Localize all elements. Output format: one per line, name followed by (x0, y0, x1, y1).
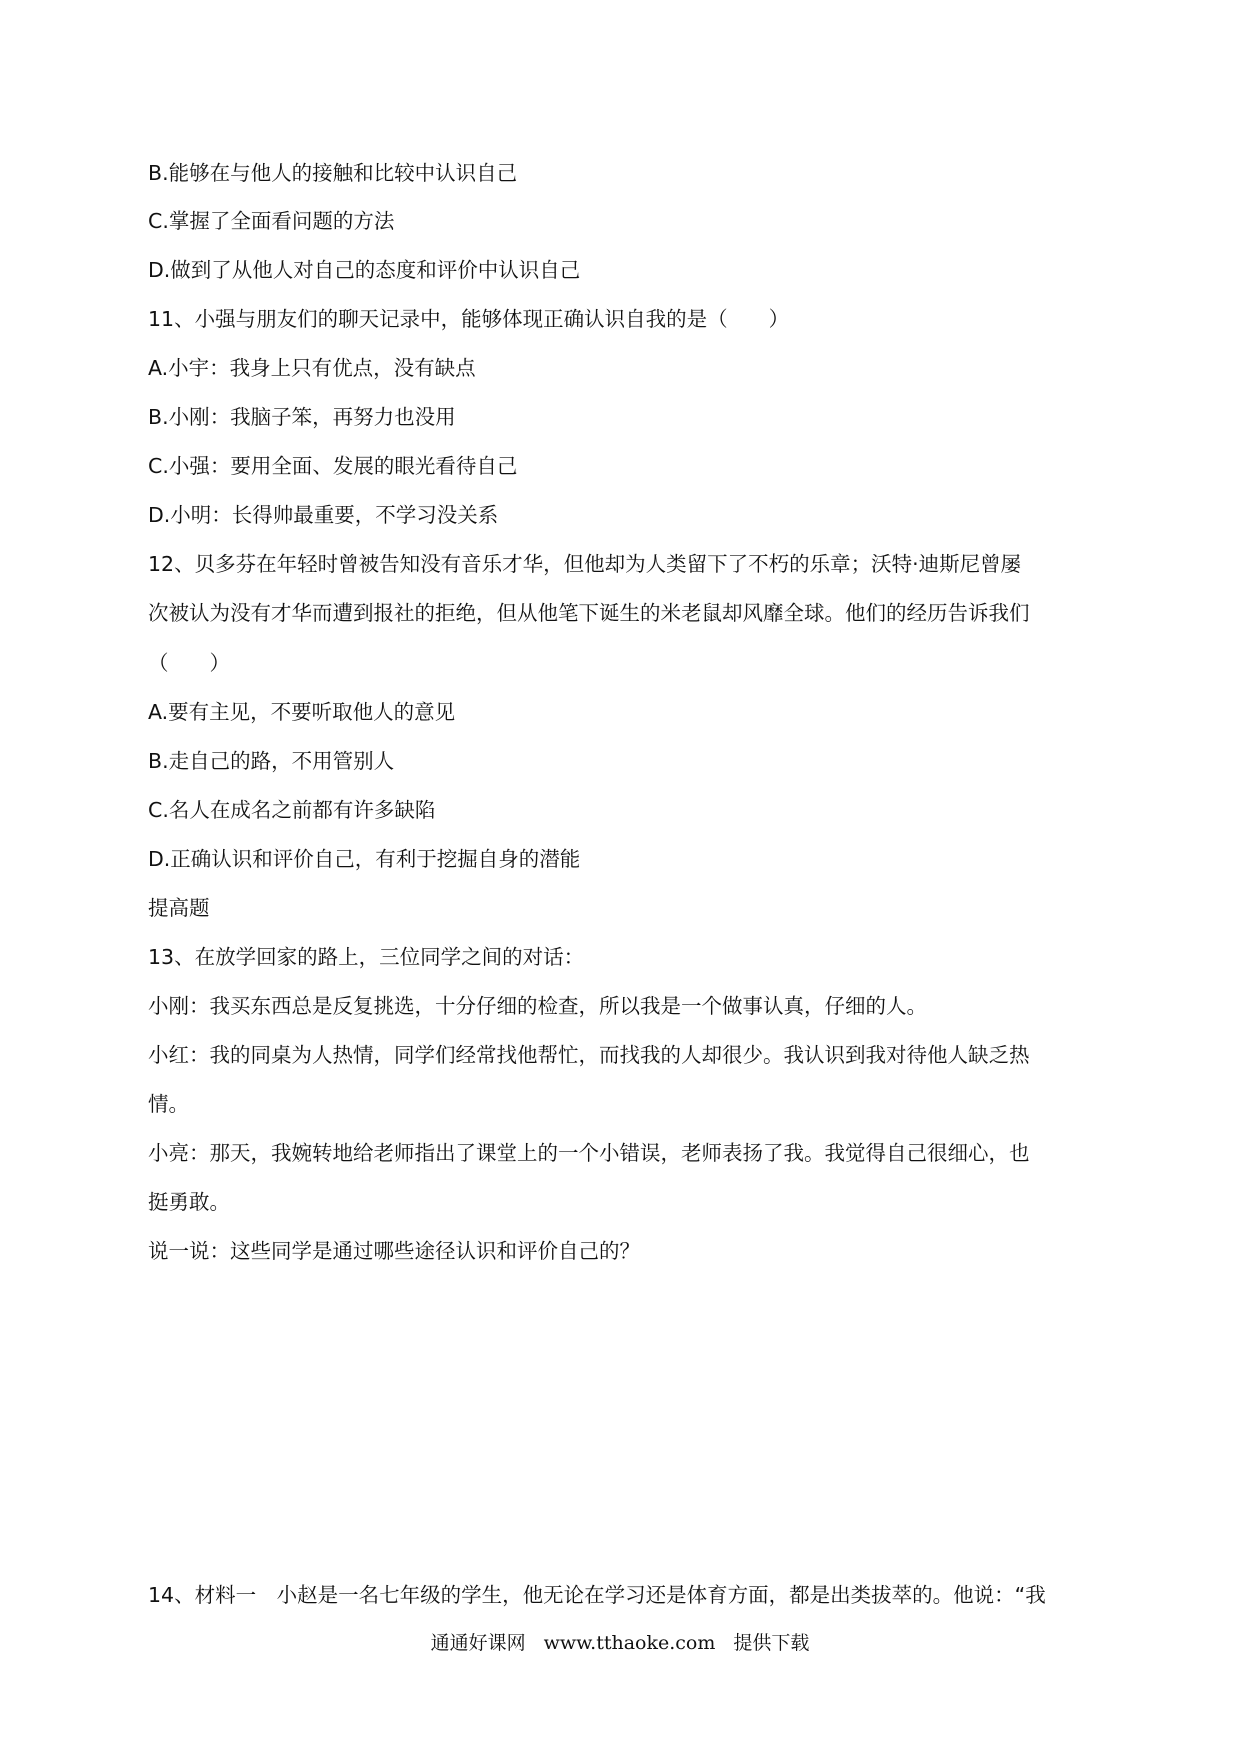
dialogue-xiaohong-line-2: 情。 (148, 1092, 189, 1116)
option-11-c: C.小强：要用全面、发展的眼光看待自己 (148, 454, 518, 478)
option-12-d: D.正确认识和评价自己，有利于挖掘自身的潜能 (148, 847, 581, 871)
dialogue-xiaoliang-line-1: 小亮：那天，我婉转地给老师指出了课堂上的一个小错误，老师表扬了我。我觉得自己很细心，也 (148, 1141, 1030, 1165)
question-12-line-2: 次被认为没有才华而遭到报社的拒绝，但从他笔下诞生的米老鼠却风靡全球。他们的经历告诉我们 (148, 601, 1030, 625)
question-11: 11、小强与朋友们的聊天记录中，能够体现正确认识自我的是（ ） (148, 307, 790, 331)
option-10-c: C.掌握了全面看问题的方法 (148, 209, 395, 233)
page-footer (0, 1629, 1240, 1657)
section-heading: 提高题 (148, 896, 210, 920)
question-12-line-3: （ ） (148, 651, 230, 675)
question-12-line-1: 12、贝多芬在年轻时曾被告知没有音乐才华，但他却为人类留下了不朽的乐章；沃特·迪斯尼曾屡 (148, 552, 1022, 576)
option-11-b: B.小刚：我脑子笨，再努力也没用 (148, 405, 456, 429)
footer-url: www.tthaoke.com (543, 1632, 716, 1654)
question-13-prompt: 说一说：这些同学是通过哪些途径认识和评价自己的？ (148, 1239, 640, 1263)
option-10-b: B.能够在与他人的接触和比较中认识自己 (148, 161, 518, 185)
dialogue-xiaoliang-line-2: 挺勇敢。 (148, 1190, 230, 1214)
footer-note: 提供下载 (733, 1632, 810, 1654)
option-11-d: D.小明：长得帅最重要，不学习没关系 (148, 503, 499, 527)
dialogue-xiaogang: 小刚：我买东西总是反复挑选，十分仔细的检查，所以我是一个做事认真，仔细的人。 (148, 994, 927, 1018)
option-10-d: D.做到了从他人对自己的态度和评价中认识自己 (148, 258, 581, 282)
question-13: 13、在放学回家的路上，三位同学之间的对话： (148, 945, 585, 969)
option-12-a: A.要有主见，不要听取他人的意见 (148, 700, 456, 724)
option-12-c: C.名人在成名之前都有许多缺陷 (148, 798, 436, 822)
question-14-line-1: 14、材料一 小赵是一名七年级的学生，他无论在学习还是体育方面，都是出类拔萃的。他说：“我 (148, 1583, 1046, 1607)
option-11-a: A.小宇：我身上只有优点，没有缺点 (148, 356, 476, 380)
dialogue-xiaohong-line-1: 小红：我的同桌为人热情，同学们经常找他帮忙，而找我的人却很少。我认识到我对待他人缺乏热 (148, 1043, 1030, 1067)
footer-site-name: 通通好课网 (430, 1632, 526, 1654)
option-12-b: B.走自己的路，不用管别人 (148, 749, 395, 773)
